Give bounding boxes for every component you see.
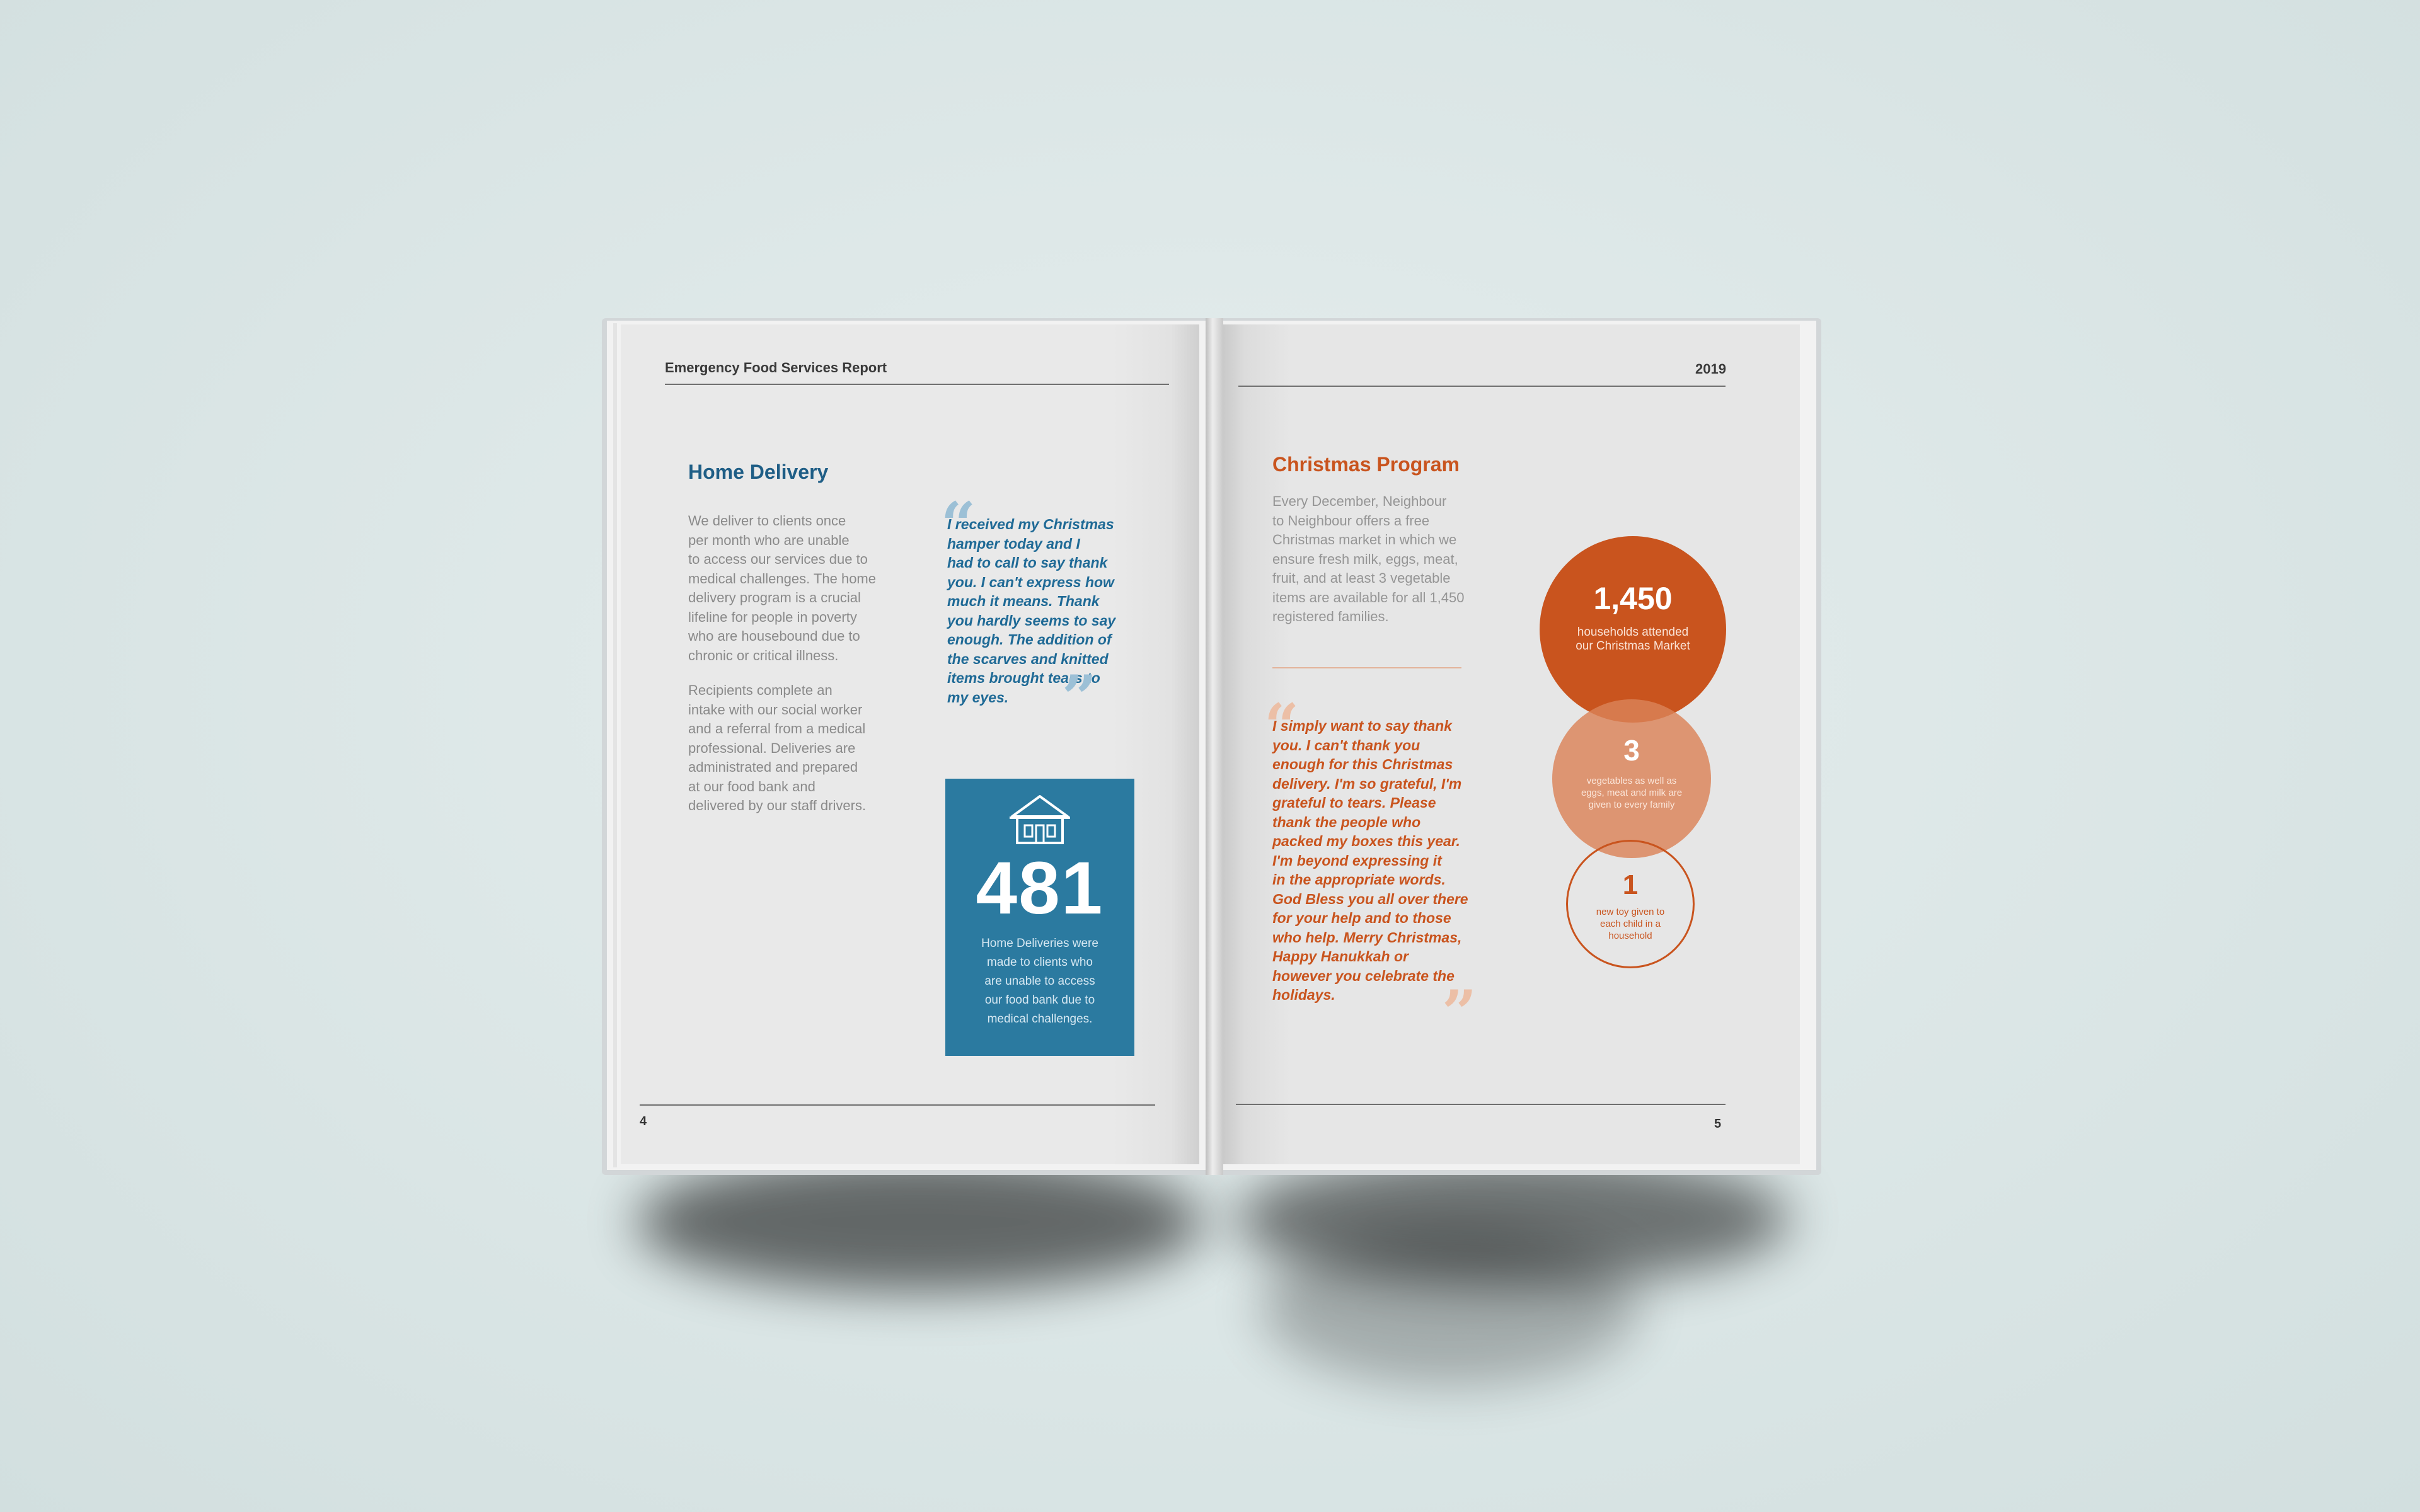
home-deliveries-stat-card (945, 779, 1134, 1056)
body-paragraph: Every December, Neighbour to Neighbour offers a free Christmas market in which we ensure fresh milk, eggs, meat, fruit, and at least 3 vegetable items are available for all 1,450 registered families. (1272, 493, 1465, 624)
vegetables-stat-circle (1552, 699, 1711, 858)
close-quote-mark: ” (1442, 977, 1477, 1048)
book-shadow-center (1260, 1228, 1639, 1386)
toy-stat-circle (1566, 840, 1695, 968)
right-page (1221, 324, 1800, 1164)
households-stat-circle (1540, 536, 1726, 723)
close-quote-mark: ” (1062, 662, 1097, 733)
testimonial-quote: I received my Christmas hamper today and I had to call to say thank you. I can't express how much it means. Thank you hardly seems to say enough. The addition of the scarves and knitted items brought tears to my eyes. (947, 516, 1116, 706)
running-title: 2019 (1695, 361, 1726, 377)
stat-number: 1 (1622, 869, 1639, 900)
footer-rule (640, 1104, 1155, 1106)
testimonial-quote: I simply want to say thank you. I can't thank you enough for this Christmas delivery. I'm so grateful, I'm grateful to tears. Please thank the people who packed my boxes this year. I'm beyond expressing it in the appropriate words. God Bless you all over there for your help and to those who help. Merry Christmas, Happy Hanukkah or however you celebrate the holidays. (1272, 718, 1468, 1003)
body-paragraph: Recipients complete an intake with our social worker and a referral from a medical professional. Deliveries are administrated and prepared at our food bank and delivered by our staff drivers. (688, 682, 867, 813)
body-paragraph: We deliver to clients once per month who are unable to access our services due to medical challenges. The home delivery program is a crucial lifeline for people in poverty who are housebound due to chronic or critical illness. (688, 513, 876, 663)
stat-caption: vegetables as well as eggs, meat and milk are given to every family (1581, 776, 1683, 810)
section-divider (1272, 667, 1461, 668)
stat-number: 3 (1623, 734, 1640, 767)
page-number: 5 (1714, 1117, 1722, 1131)
section-heading: Home Delivery (688, 461, 829, 483)
book-spine (1206, 318, 1223, 1175)
stat-number: 481 (976, 847, 1104, 930)
stat-number: 1,450 (1593, 581, 1673, 616)
stat-caption: new toy given to each child in a household (1596, 907, 1665, 941)
left-page (621, 324, 1199, 1164)
house-icon (1007, 793, 1073, 847)
open-quote-mark: “ (941, 489, 976, 560)
header-rule (1238, 386, 1726, 387)
running-title: Emergency Food Services Report (665, 360, 887, 375)
stat-caption: households attended our Christmas Market (1576, 626, 1690, 653)
header-rule (665, 384, 1169, 385)
footer-rule (1236, 1104, 1726, 1105)
page-number: 4 (640, 1114, 647, 1128)
stat-caption: Home Deliveries were made to clients who are unable to access our food bank due to medical challenges. (981, 937, 1098, 1026)
open-book (602, 318, 1821, 1175)
section-heading: Christmas Program (1272, 453, 1460, 476)
open-quote-mark: “ (1264, 690, 1299, 762)
